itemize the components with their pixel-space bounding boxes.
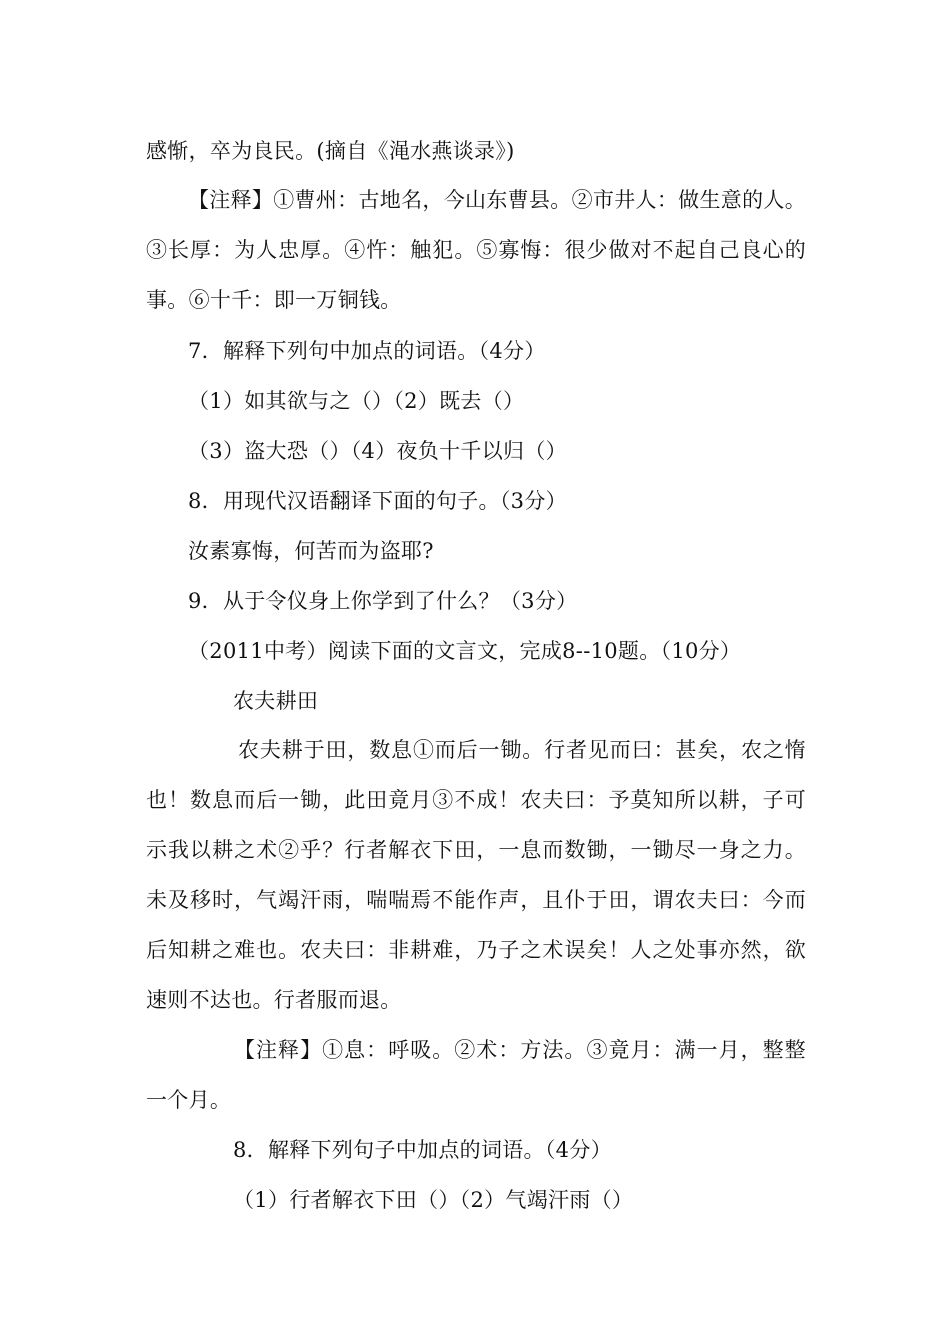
question-8-second: 8．解释下列句子中加点的词语。（4分） xyxy=(233,1138,612,1162)
question-9: 9．从于令仪身上你学到了什么？（3分） xyxy=(188,589,578,613)
question-7-items-1: （1）如其欲与之（）（2）既去（） xyxy=(188,389,525,413)
passage2-intro: （2011中考）阅读下面的文言文，完成8--10题。（10分） xyxy=(188,639,742,663)
passage2-notes: 【注释】①息：呼吸。②术：方法。③竟月：满一月，整整一个月。 xyxy=(146,1038,806,1112)
passage2-body: 农夫耕于田，数息①而后一锄。行者见而曰：甚矣，农之惰也！数息而后一锄，此田竟月③不成！农夫曰：予莫知所以耕，子可示我以耕之术②乎？行者解衣下田，一息而数锄，一锄尽一身之力。未及移时，气竭汗雨，喘喘焉不能作声，且仆于田，谓农夫曰：今而后知耕之难也。农夫曰：非耕难，乃子之术误矣！人之处事亦然，欲速则不达也。行者服而退。 xyxy=(146,738,806,1012)
question-7: 7．解释下列句中加点的词语。（4分） xyxy=(188,339,546,363)
question-7-items-2: （3）盗大恐（）（4）夜负十千以归（） xyxy=(188,439,567,463)
question-8-second-items: （1）行者解衣下田（）（2）气竭汗雨（） xyxy=(233,1188,634,1212)
question-8: 8．用现代汉语翻译下面的句子。（3分） xyxy=(188,489,567,513)
passage1-tail: 感惭，卒为良民。(摘自《渑水燕谈录》) xyxy=(146,139,515,163)
passage1-notes: 【注释】①曹州：古地名，今山东曹县。②市井人：做生意的人。③长厚：为人忠厚。④忤：触犯。⑤寡悔：很少做对不起自己良心的事。⑥十千：即一万铜钱。 xyxy=(146,188,806,312)
question-8-sentence: 汝素寡悔，何苦而为盗耶? xyxy=(188,539,434,563)
passage2-title: 农夫耕田 xyxy=(233,689,319,713)
